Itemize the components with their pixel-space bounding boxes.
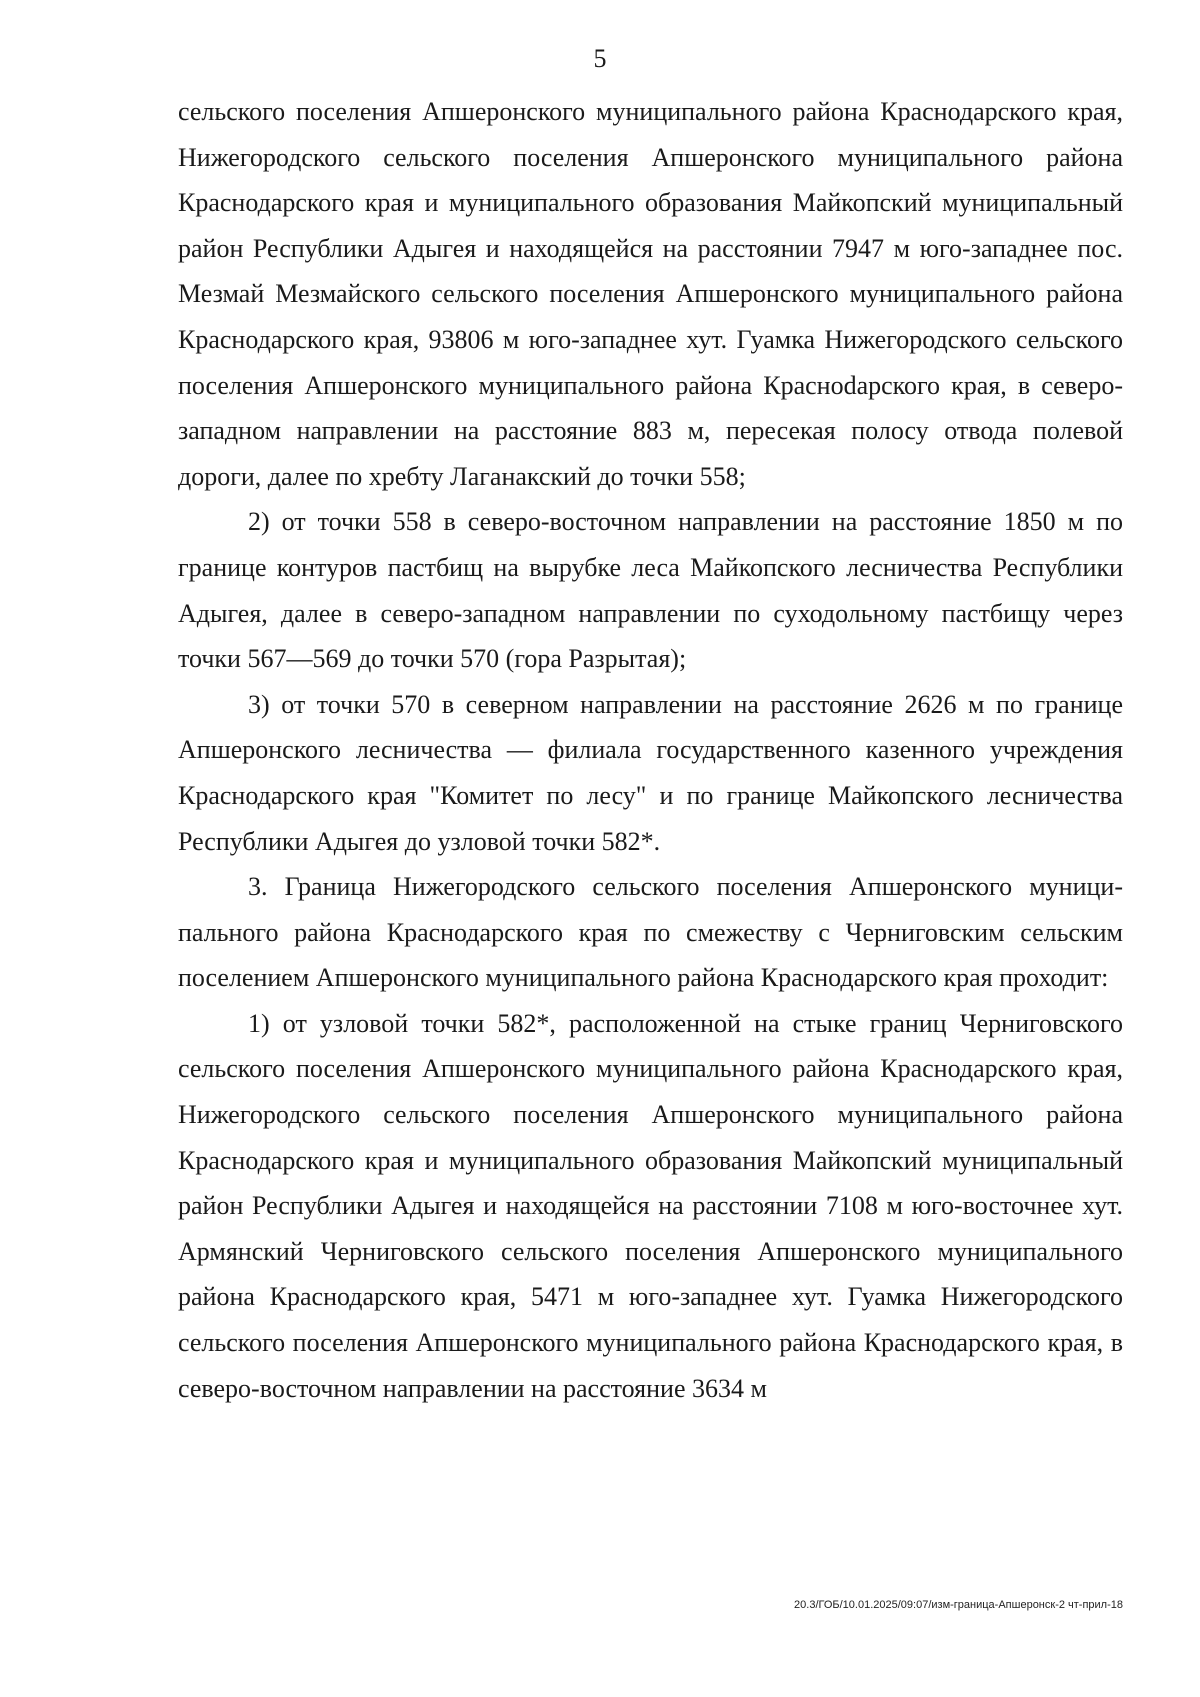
document-body <box>178 89 1123 1411</box>
paragraph-item-1: 1) от узловой точки 582*, расположенной на стыке границ Черниговского сельского поселения Апшеронского муниципального района Краснодарского края, Нижегородского сельского поселения Апшеронского муниципального района Краснодарского края и муниципального образования Майкопский муниципальный район Республики Адыгея и находящейся на расстоянии 7108 м юго-восточнее хут. Армянский Черниговского сельского поселения Апшеронского муниципального района Краснодарского края, 5471 м юго-западнее хут. Гуамка Нижегородского сельского поселения Апшеронского муниципального района Краснодарского края, в северо-восточном направлении на расстояние 3634 м <box>178 1008 1123 1403</box>
page-number: 5 <box>593 44 607 73</box>
paragraph-continuation: сельского поселения Апшеронского муниципального района Краснодарского края, Нижегородского сельского поселения Апшеронского муниципального района Краснодарского края и муниципального образования Майкопский муниципальный район Республики Адыгея и находящейся на расстоянии 7947 м юго-западнее пос. Мезмай Мезмайского сельского поселения Апшеронского муниципального района Краснодарского края, 93806 м юго-западнее хут. Гуамка Нижегородского сельского поселения Апшеронского муниципального района Красноdарского края, в северо-западном направлении на расстояние 883 м, пересекая полосу отвода полевой дороги, далее по хребту Лаганакский до точки 558; <box>178 97 1123 491</box>
paragraph-item-3: 3) от точки 570 в северном направлении на расстояние 2626 м по границе Апшеронского лесничества — филиала государственного казенного учреждения Краснодарского края "Комитет по лесу" и по границе Майкопского лесничества Республики Адыгея до узловой точки 582*. <box>178 689 1123 856</box>
footer-document-code: 20.3/ГОБ/10.01.2025/09:07/изм-граница-Апшеронск-2 чт-прил-18 <box>794 1599 1123 1611</box>
paragraph-section-3: 3. Граница Нижегородского сельского поселения Апшеронского муниципального района Краснодарского края по смежеству с Черниговским сельским поселением Апшеронского муниципального района Краснодарского края проходит: <box>178 872 1123 993</box>
paragraph-item-2: 2) от точки 558 в северо-восточном направлении на расстояние 1850 м по границе контуров пастбищ на вырубке леса Майкопского лесничества Республики Адыгея, далее в северо-западном направлении по суходольному пастбищу через точки 567—569 до точки 570 (гора Разрытая); <box>178 507 1123 674</box>
